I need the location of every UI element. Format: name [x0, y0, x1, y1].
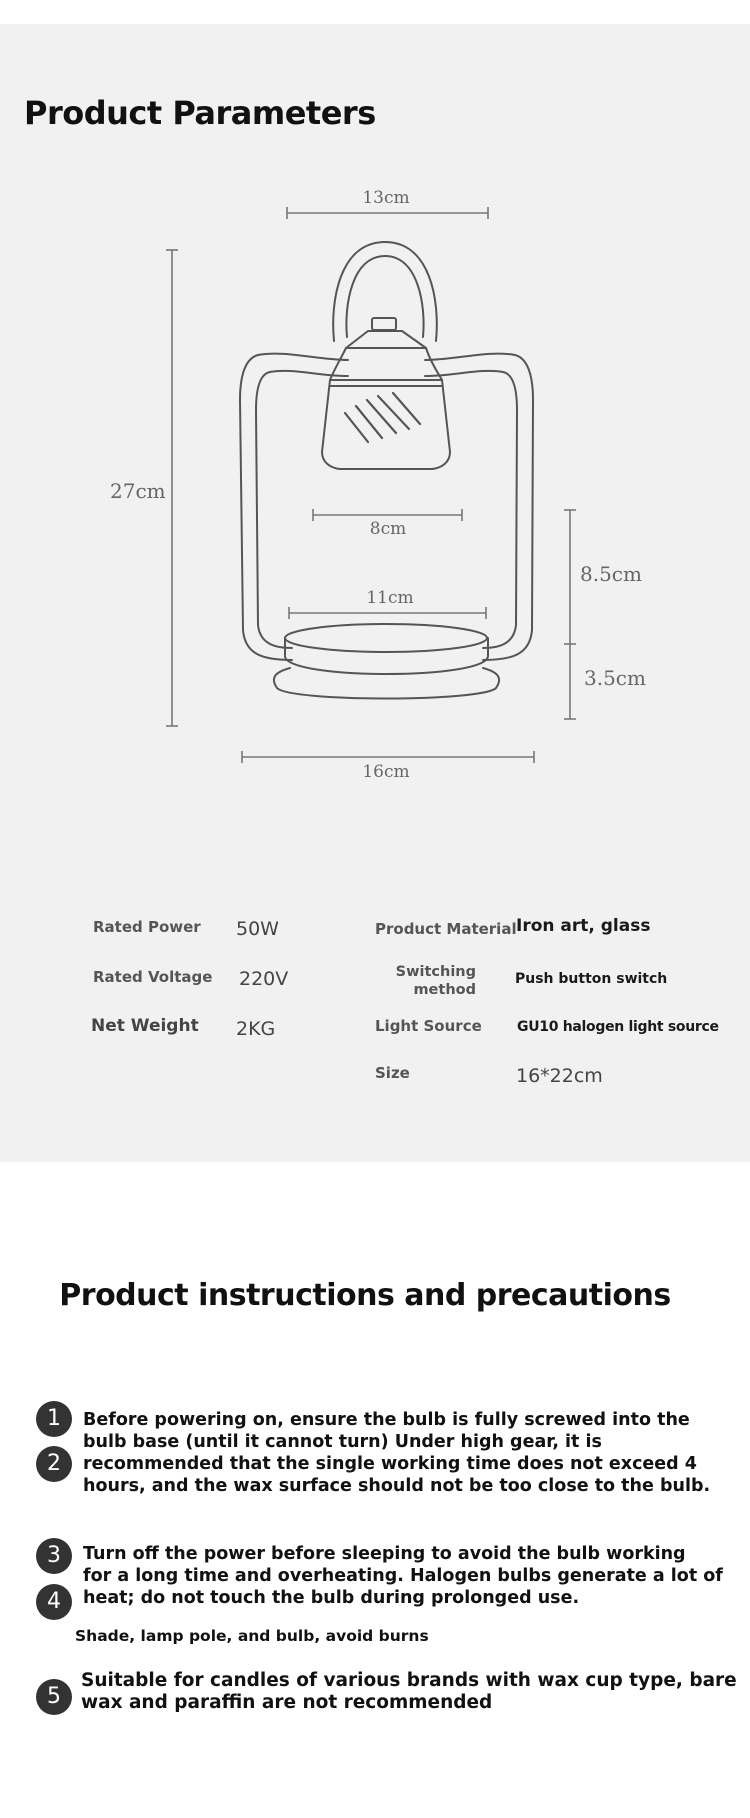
- instruction-line: hours, and the wax surface should not be too close to the bulb.: [83, 1476, 711, 1496]
- instruction-line: recommended that the single working time does not exceed 4: [83, 1454, 697, 1474]
- number-badge-1: 1: [36, 1401, 72, 1437]
- spec-size-label: Size: [375, 1064, 410, 1082]
- spec-switch-label: [375, 963, 476, 999]
- instruction-block-1: [83, 1409, 710, 1497]
- instructions-title: Product instructions and precautions: [59, 1278, 671, 1313]
- spec-switch-value: Push button switch: [515, 971, 668, 987]
- dim-inner-width: 11cm: [366, 588, 414, 608]
- spec-size-value: 16*22cm: [516, 1065, 603, 1087]
- dim-height: 27cm: [110, 479, 166, 503]
- dim-base-width: 16cm: [362, 762, 410, 780]
- spec-light-source-label: Light Source: [375, 1017, 482, 1035]
- instruction-line: Before powering on, ensure the bulb is fully screwed into the: [83, 1410, 690, 1430]
- dimension-lines: [166, 207, 576, 763]
- instruction-block-2: [83, 1543, 723, 1609]
- number-badge-5: 5: [36, 1679, 72, 1715]
- spec-rated-voltage-value: 220V: [239, 968, 289, 990]
- spec-rated-power-value: 50W: [236, 918, 279, 940]
- lamp-illustration: [240, 242, 533, 699]
- instruction-line: wax and paraffin are not recommended: [81, 1692, 493, 1713]
- spec-material-label: Product Material: [375, 920, 517, 938]
- spec-switch-label-line1: Switching: [395, 964, 476, 980]
- dim-base-height: 3.5cm: [584, 666, 646, 690]
- spec-material-value: Iron art, glass: [516, 916, 651, 936]
- instruction-line: Suitable for candles of various brands with wax cup type, bare: [81, 1670, 737, 1691]
- spec-rated-power-label: Rated Power: [93, 918, 201, 936]
- dim-shade-width: 8cm: [369, 519, 407, 539]
- parameters-title: Product Parameters: [24, 94, 376, 132]
- instruction-line: bulb base (until it cannot turn) Under high gear, it is: [83, 1432, 602, 1452]
- instruction-burn-warning: Shade, lamp pole, and bulb, avoid burns: [75, 1627, 429, 1645]
- dim-upper-height: 8.5cm: [580, 562, 642, 586]
- number-badge-3: 3: [36, 1538, 72, 1574]
- spec-net-weight-label: Net Weight: [91, 1016, 199, 1036]
- spec-light-source-value: GU10 halogen light source: [517, 1019, 719, 1035]
- spec-switch-label-line2: method: [413, 982, 476, 998]
- number-badge-4: 4: [36, 1584, 72, 1620]
- dim-top-width: 13cm: [362, 188, 410, 208]
- instruction-line: for a long time and overheating. Halogen bulbs generate a lot of: [83, 1566, 723, 1586]
- spec-net-weight-value: 2KG: [236, 1018, 276, 1040]
- instruction-line: heat; do not touch the bulb during prolonged use.: [83, 1588, 580, 1608]
- instruction-block-3: [81, 1670, 737, 1714]
- instruction-line: Turn off the power before sleeping to avoid the bulb working: [83, 1544, 686, 1564]
- number-badge-2: 2: [36, 1446, 72, 1482]
- spec-rated-voltage-label: Rated Voltage: [93, 968, 213, 986]
- lamp-dimension-diagram: [0, 180, 750, 780]
